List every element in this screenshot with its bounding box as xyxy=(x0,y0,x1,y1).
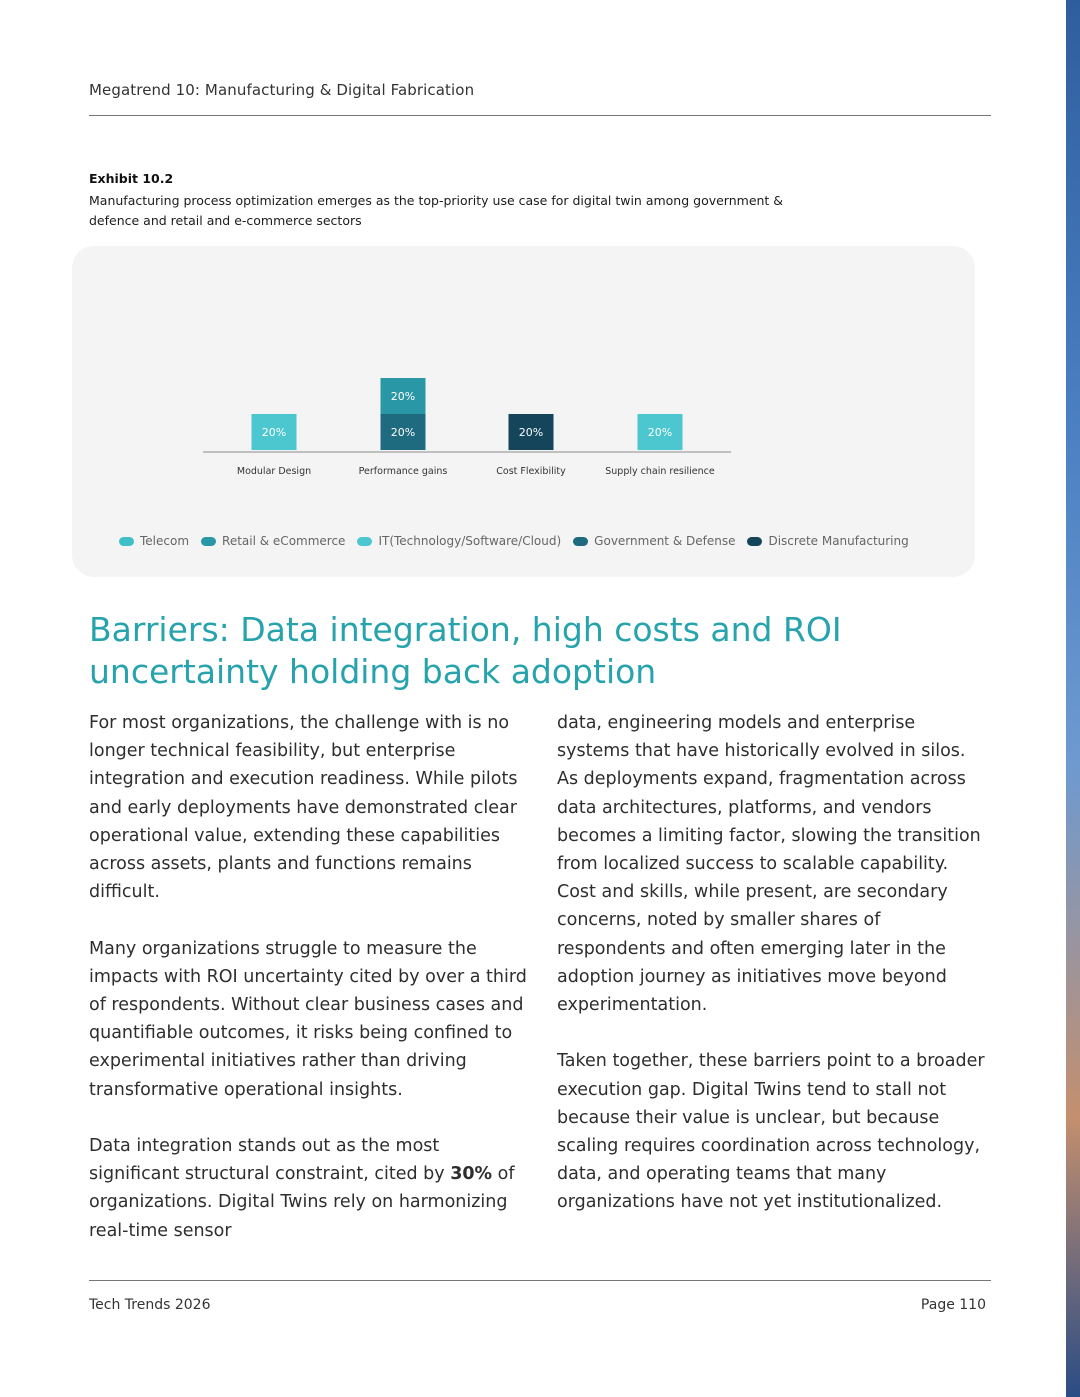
legend-item xyxy=(573,534,735,548)
body-paragraph: Many organizations struggle to measure the impacts with ROI uncertainty cited by over a third of respondents. Without clear business cases and quantifiable outcomes, it risks being confined to experimental initiatives rather than driving transformative operational insights. xyxy=(89,938,527,1100)
legend-label: Government & Defense xyxy=(594,534,736,548)
bar-value-label: 20% xyxy=(647,426,673,439)
legend-label: Discrete Manufacturing xyxy=(768,534,909,548)
body-paragraph xyxy=(89,1132,529,1245)
stacked-bar-chart xyxy=(72,246,975,577)
legend-label: Telecom xyxy=(140,534,190,548)
x-tick-label: Modular Design xyxy=(236,466,312,477)
chart-legend xyxy=(119,534,909,548)
body-column-left xyxy=(89,709,529,1273)
legend-swatch xyxy=(357,537,372,546)
legend-item xyxy=(201,534,345,548)
x-tick-label: Supply chain resilience xyxy=(605,466,715,477)
section-heading: Barriers: Data integration, high costs and ROI uncertainty holding back adoption xyxy=(89,610,842,691)
legend-swatch xyxy=(573,537,588,546)
legend-item xyxy=(747,534,908,548)
body-text: of organizations. Digital Twins rely on harmonizing real-time sensor xyxy=(89,1164,515,1241)
x-tick-label: Performance gains xyxy=(358,466,448,477)
legend-label: Retail & eCommerce xyxy=(222,534,346,548)
body-text: Data integration stands out as the most significant structural constraint, cited by xyxy=(89,1136,451,1185)
legend-swatch xyxy=(201,537,216,546)
body-column-right xyxy=(557,709,992,1245)
body-paragraph: For most organizations, the challenge with is no longer technical feasibility, but enterprise integration and execution readiness. While pilots and early deployments have demonstrated clear operational value, extending these capabilities across assets, plants and functions remains difficult. xyxy=(89,713,518,903)
bar-value-label: 20% xyxy=(390,426,416,439)
footer-publication: Tech Trends 2026 xyxy=(89,1297,211,1313)
running-header: Megatrend 10: Manufacturing & Digital Fabrication xyxy=(89,81,475,99)
legend-swatch xyxy=(747,537,762,546)
highlight-stat: 30% xyxy=(450,1164,493,1185)
page-edge-decoration xyxy=(1066,0,1080,1397)
footer-rule xyxy=(89,1280,991,1281)
exhibit-caption: Manufacturing process optimization emerges as the top-priority use case for digital twin among government & defence and retail and e-commerce sectors xyxy=(89,193,784,228)
body-paragraph: Taken together, these barriers point to a broader execution gap. Digital Twins tend to stall not because their value is unclear, but because scaling requires coordination across technology, data, and operating teams that many organizations have not yet institutionalized. xyxy=(557,1051,985,1213)
body-paragraph: data, engineering models and enterprise systems that have historically evolved in silos. As deployments expand, fragmentation across data architectures, platforms, and vendors becomes a limiting factor, slowing the transition from localized success to scalable capability. Cost and skills, while present, are secondary concerns, noted by smaller shares of respondents and often emerging later in the adoption journey as initiatives move beyond experimentation. xyxy=(557,713,981,1016)
page-number: Page 110 xyxy=(920,1297,986,1313)
chart-panel xyxy=(72,246,975,577)
x-tick-label: Cost Flexibility xyxy=(496,466,566,477)
legend-label: IT(Technology/Software/Cloud) xyxy=(378,534,562,548)
legend-swatch xyxy=(119,537,134,546)
exhibit-label: Exhibit 10.2 xyxy=(89,171,174,186)
legend-item xyxy=(119,534,189,548)
header-rule xyxy=(89,115,991,116)
bar-value-label: 20% xyxy=(390,390,416,403)
legend-item xyxy=(357,534,561,548)
bar-value-label: 20% xyxy=(518,426,544,439)
bar-value-label: 20% xyxy=(261,426,287,439)
